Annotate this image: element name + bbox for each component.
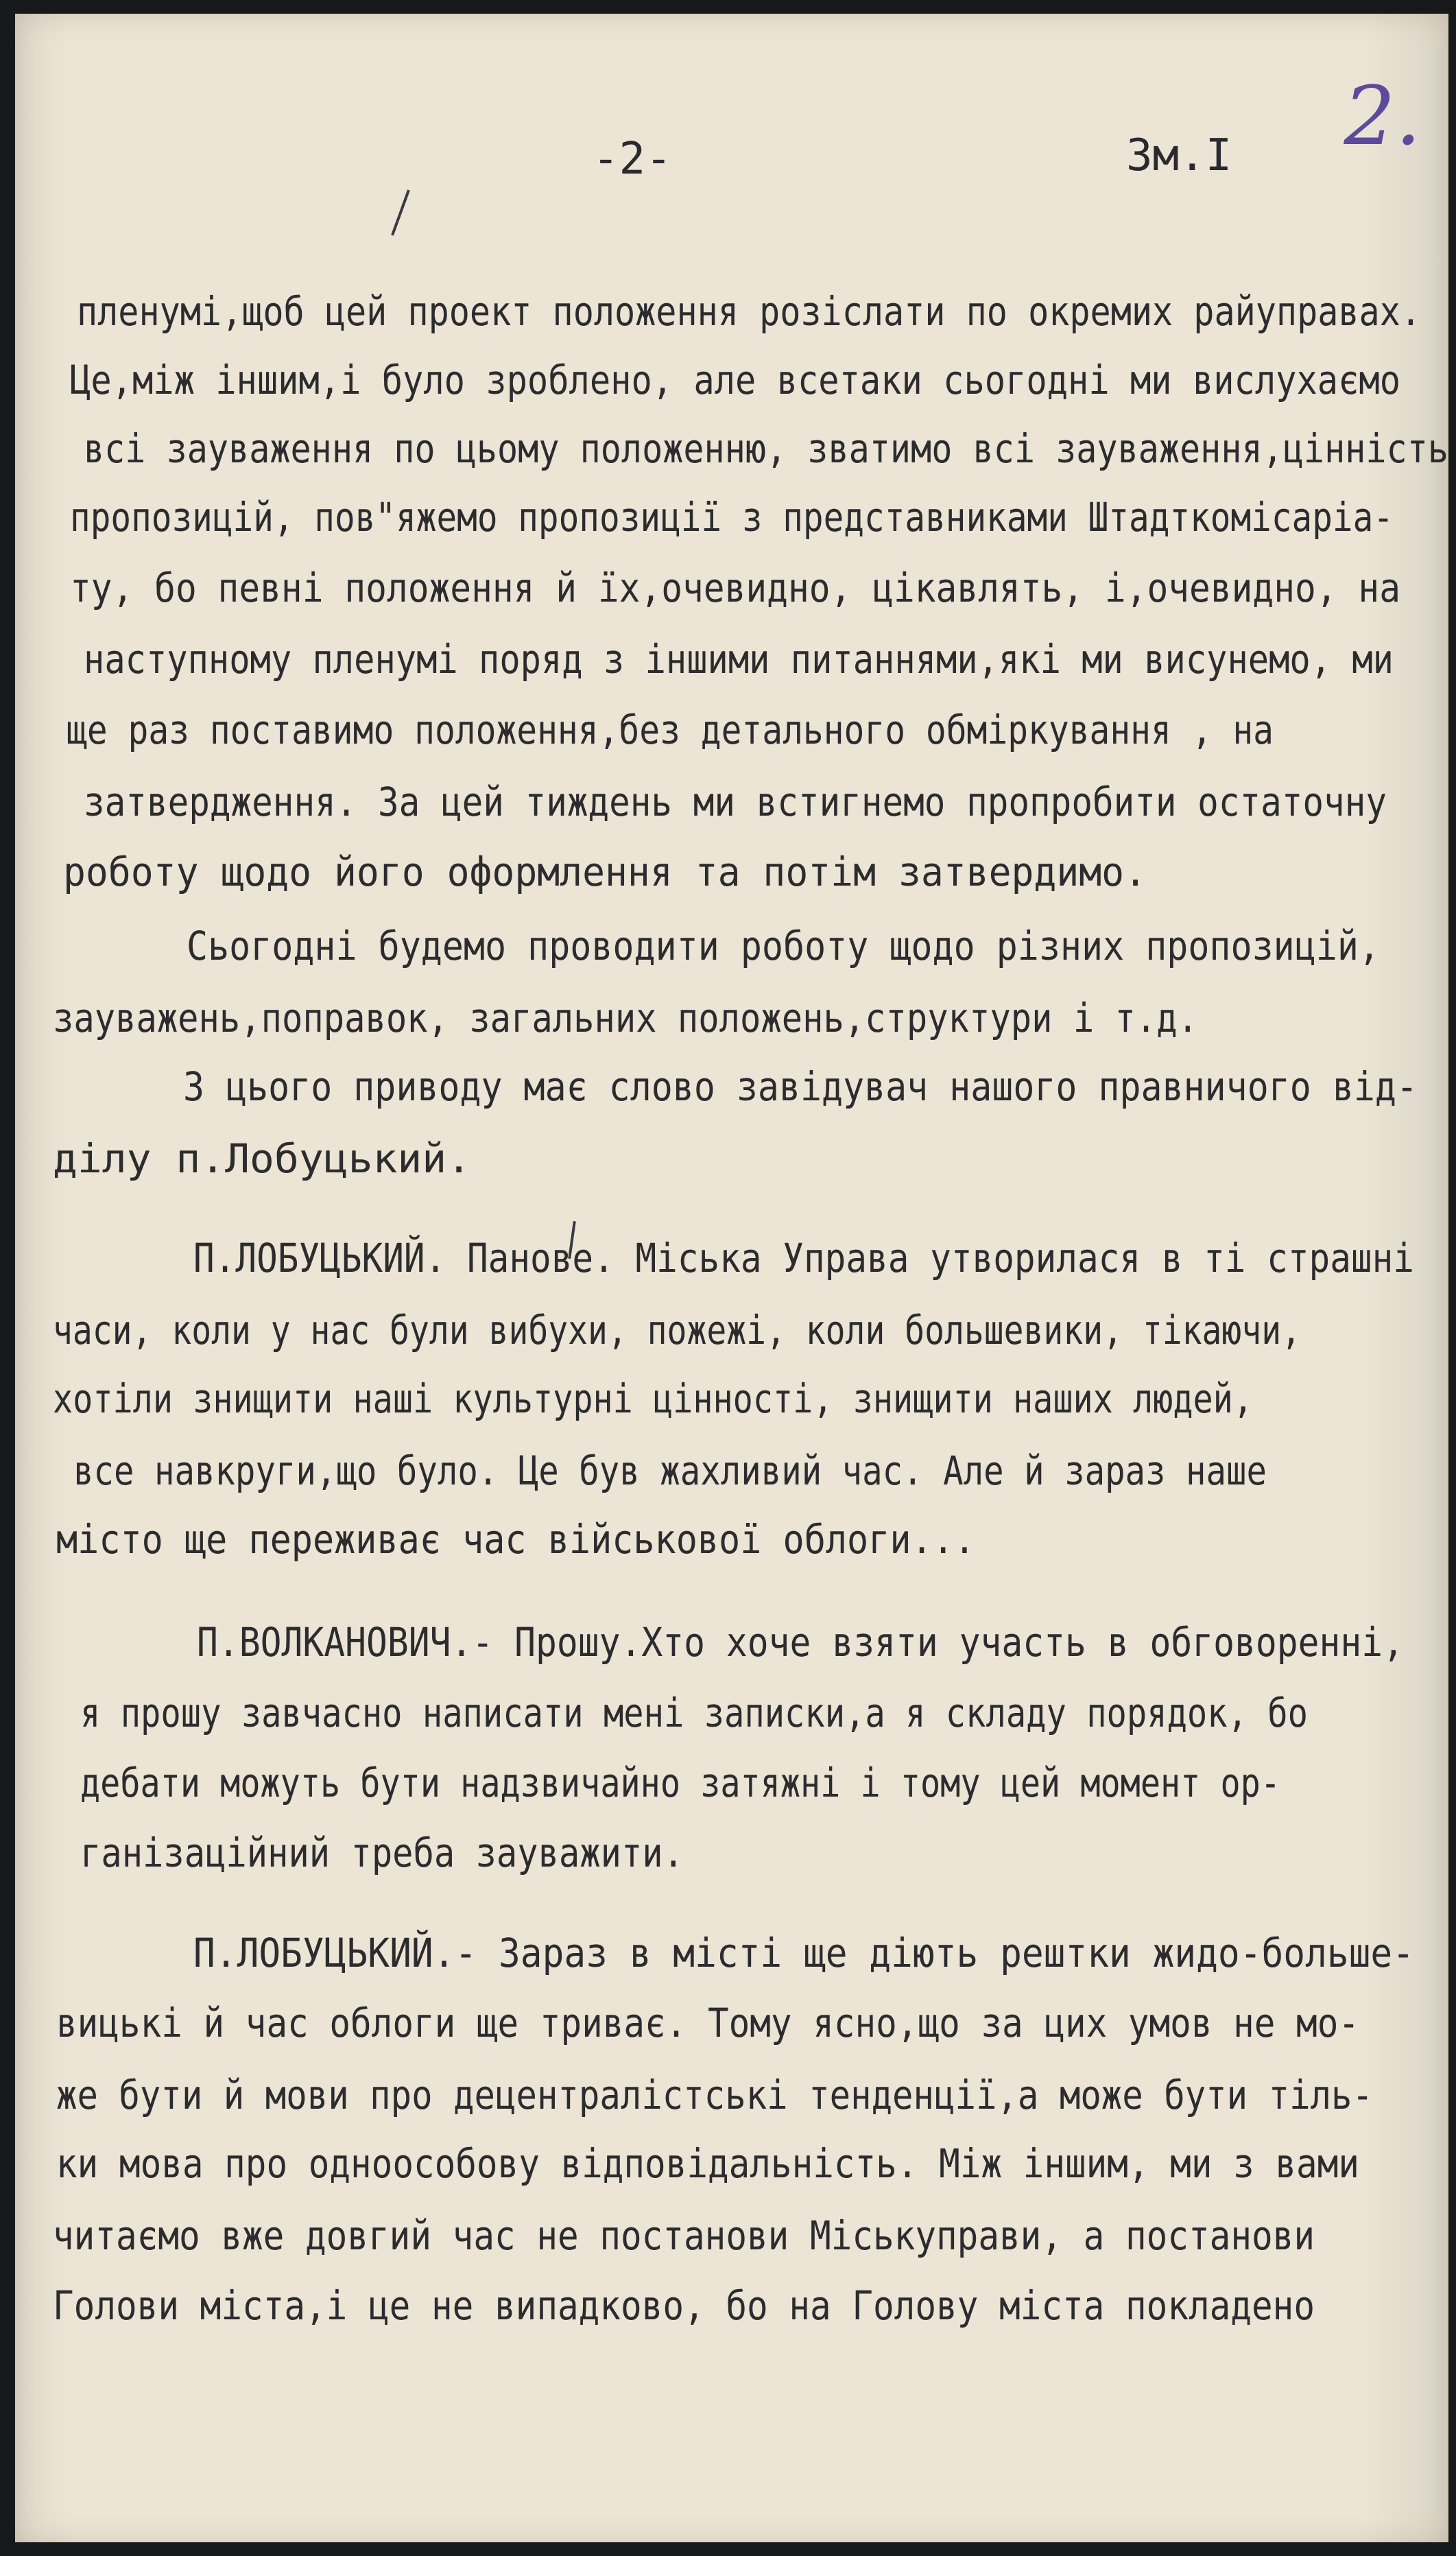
page-number: -2- (593, 134, 672, 185)
text-line: ту, бо певні положення й їх,очевидно, цікавлять, і,очевидно, на (70, 565, 1400, 611)
revision-mark: Зм.І (1126, 130, 1232, 181)
text-line: всі зауваження по цьому положенню, зватимо всі зауваження,цінність (84, 425, 1448, 472)
text-line: все навкруги,що було. Це був жахливий час. Але й зараз наше (73, 1447, 1267, 1494)
pen-mark (391, 189, 410, 235)
text-line: же бути й мови про децентралістські тенденції,а може бути тіль- (56, 2072, 1373, 2118)
text-line: часи, коли у нас були вибухи, пожежі, коли большевики, тікаючи, (53, 1307, 1301, 1353)
text-line: З цього приводу має слово завідувач нашого правничого від- (183, 1063, 1418, 1110)
text-line: П.ВОЛКАНОВИЧ.- Прошу.Хто хоче взяти участь в обговоренні, (197, 1619, 1404, 1666)
text-line: дебати можуть бути надзвичайно затяжні і тому цей момент ор- (80, 1760, 1280, 1806)
text-line: Сьогодні будемо проводити роботу щодо різних пропозицій, (187, 923, 1380, 969)
text-line: П.ЛОБУЦЬКИЙ.- Зараз в місті ще діють рештки жидо-большe- (193, 1930, 1414, 1976)
text-line: пропозицій, пов"яжемо пропозиції з представниками Штадткомісаріа- (70, 494, 1394, 541)
document-page (15, 14, 1448, 2542)
text-line: ганізаційний треба зауважити. (80, 1830, 684, 1876)
text-line: П.ЛОБУЦЬКИЙ. Панове. Міська Управа утворилася в ті страшні (193, 1235, 1414, 1281)
text-line: зауважень,поправок, загальних положень,структури і т.д. (53, 995, 1198, 1041)
text-line: пленумі,щоб цей проект положення розіслати по окремих райуправах. (77, 288, 1421, 335)
text-line: затвердження. За цей тиждень ми встигнемо пропробити остаточну (84, 779, 1387, 825)
text-line: наступному пленумі поряд з іншими питаннями,які ми висунемо, ми (84, 636, 1394, 683)
text-line: хотіли знищити наші культурні цінності, знищити наших людей, (53, 1375, 1253, 1422)
text-line: я прошу завчасно написати мені записки,а я складу порядок, бо (80, 1690, 1308, 1736)
text-line: ще раз поставимо положення,без детального обміркування , на (67, 707, 1274, 753)
text-line: Голови міста,і це не випадково, бо на Голову міста покладено (53, 2282, 1315, 2329)
text-line: ділу п.Лобуцький. (53, 1135, 471, 1182)
text-line: вицькі й час облоги ще триває. Тому ясно,що за цих умов не мо- (56, 2000, 1359, 2046)
text-line: роботу щодо його оформлення та потім затвердимо. (63, 849, 1147, 895)
text-line: читаємо вже довгий час не постанови Міськуправи, а постанови (53, 2212, 1315, 2259)
handwritten-page-number: 2. (1344, 69, 1421, 163)
text-line: ки мова про одноособову відповідальність. Між іншим, ми з вами (56, 2140, 1359, 2187)
text-line: Це,між іншим,і було зроблено, але всетаки сьогодні ми вислухаємо (70, 357, 1400, 403)
text-line: місто ще переживає час військової облоги... (56, 1516, 975, 1563)
